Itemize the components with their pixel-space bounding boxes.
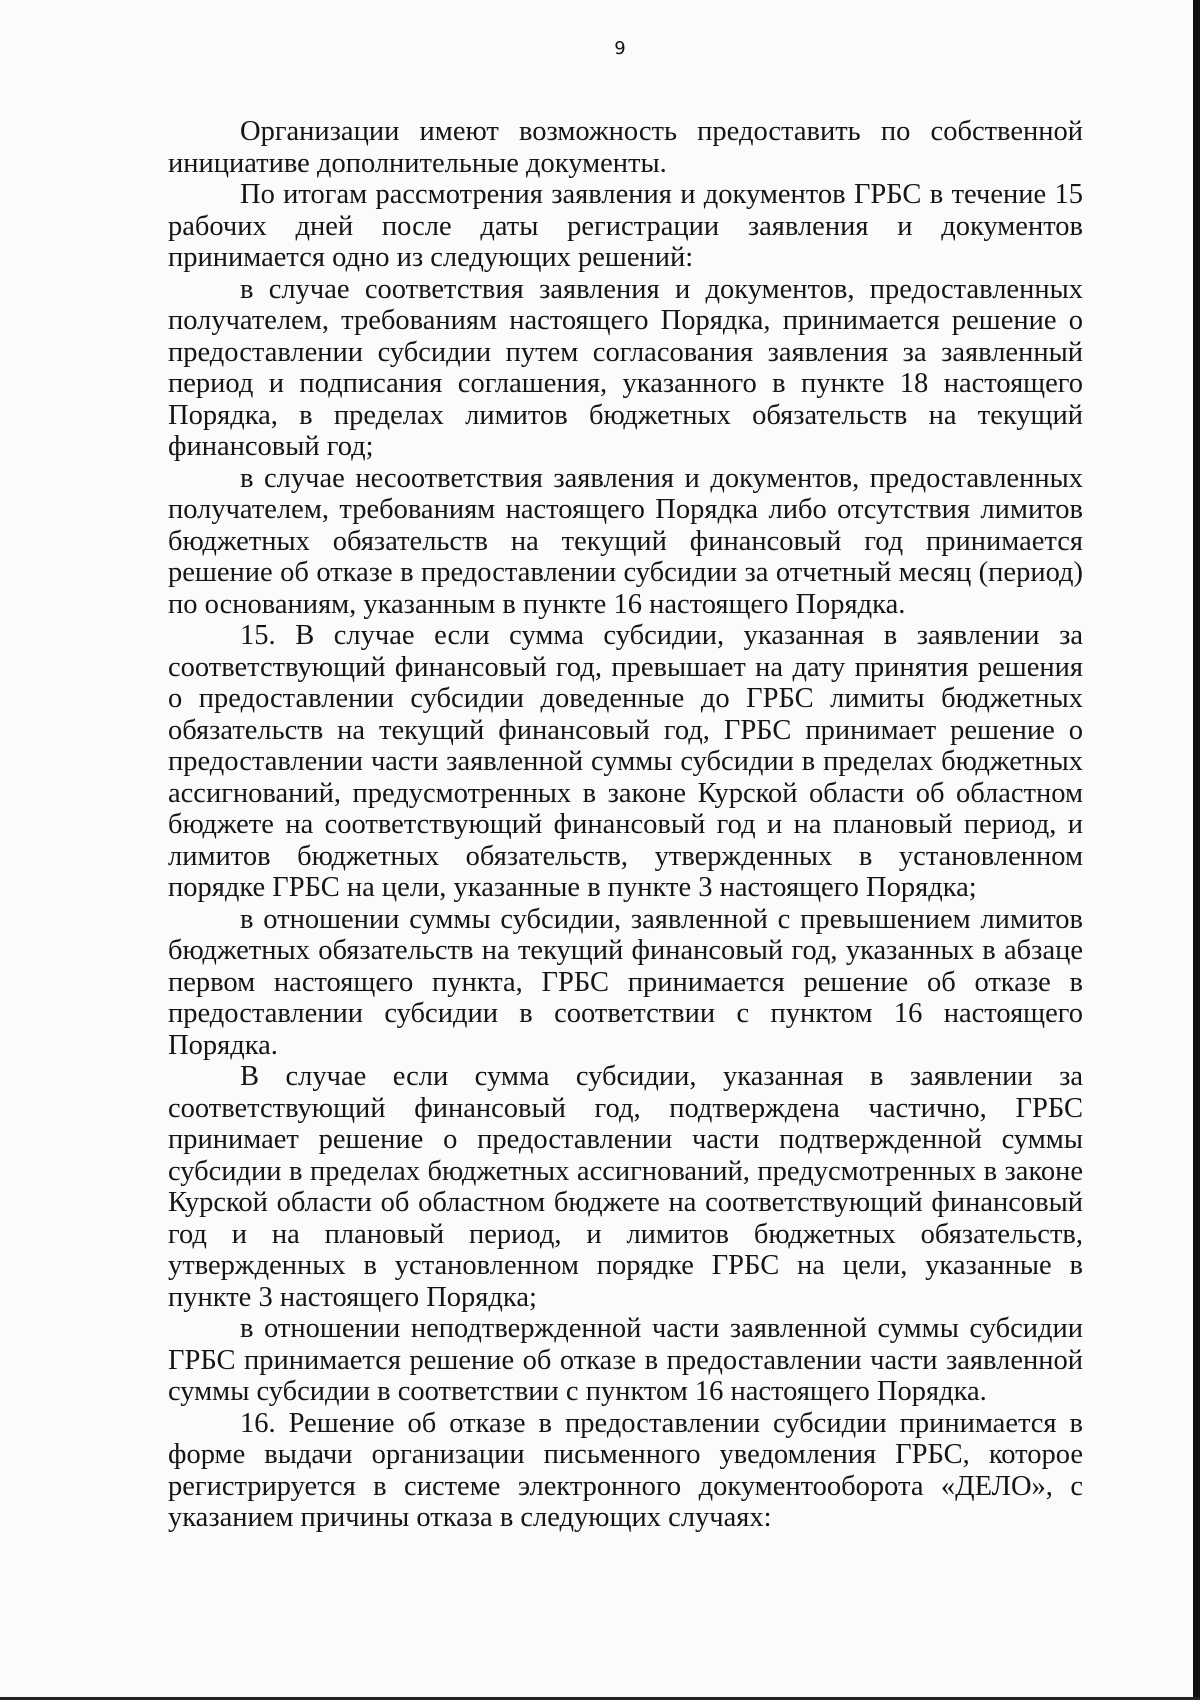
scan-edge-shadow — [1193, 0, 1200, 1700]
document-body — [168, 116, 1083, 1534]
paragraph-review-results: По итогам рассмотрения заявления и документов ГРБС в течение 15 рабочих дней после даты регистрации заявления и документов принимается одно из следующих решений: — [168, 179, 1083, 273]
paragraph-excess-limits: в отношении суммы субсидии, заявленной с превышением лимитов бюджетных обязательств на текущий финансовый год, указанных в абзаце первом настоящего пункта, ГРБС принимается решение об отказе в предоставлении субсидии в соответствии с пунктом 16 настоящего Порядка. — [168, 903, 1083, 1061]
paragraph-decision-approval: в случае соответствия заявления и документов, предоставленных получателем, требованиям настоящего Порядка, принимается решение о предоставлении субсидии путем согласования заявления за заявленный период и подписания соглашения, указанного в пункте 18 настоящего Порядка, в пределах лимитов бюджетных обязательств на текущий финансовый год; — [168, 273, 1083, 462]
paragraph-unconfirmed-part: в отношении неподтвержденной части заявленной суммы субсидии ГРБС принимается решение об отказе в предоставлении части заявленной суммы субсидии в соответствии с пунктом 16 настоящего Порядка. — [168, 1313, 1083, 1407]
paragraph-item-16: 16. Решение об отказе в предоставлении субсидии принимается в форме выдачи организации письменного уведомления ГРБС, которое регистрируется в системе электронного документооборота «ДЕЛО», с указанием причины отказа в следующих случаях: — [168, 1407, 1083, 1533]
page-number: 9 — [614, 38, 626, 59]
paragraph-additional-documents: Организации имеют возможность предоставить по собственной инициативе дополнительные документы. — [168, 116, 1083, 179]
paragraph-decision-refusal: в случае несоответствия заявления и документов, предоставленных получателем, требованиям настоящего Порядка либо отсутствия лимитов бюджетных обязательств на текущий финансовый год принимается решение об отказе в предоставлении субсидии за отчетный месяц (период) по основаниям, указанным в пункте 16 настоящего Порядка. — [168, 462, 1083, 620]
paragraph-item-15: 15. В случае если сумма субсидии, указанная в заявлении за соответствующий финансовый год, превышает на дату принятия решения о предоставлении субсидии доведенные до ГРБС лимиты бюджетных обязательств на текущий финансовый год, ГРБС принимает решение о предоставлении части заявленной суммы субсидии в пределах бюджетных ассигнований, предусмотренных в законе Курской области об областном бюджете на соответствующий финансовый год и на плановый период, и лимитов бюджетных обязательств, утвержденных в установленном порядке ГРБС на цели, указанные в пункте 3 настоящего Порядка; — [168, 620, 1083, 903]
paragraph-partial-confirmation: В случае если сумма субсидии, указанная в заявлении за соответствующий финансовый год, подтверждена частично, ГРБС принимает решение о предоставлении части подтвержденной суммы субсидии в пределах бюджетных ассигнований, предусмотренных в законе Курской области об областном бюджете на соответствующий финансовый год и на плановый период, и лимитов бюджетных обязательств, утвержденных в установленном порядке ГРБС на цели, указанные в пункте 3 настоящего Порядка; — [168, 1061, 1083, 1313]
